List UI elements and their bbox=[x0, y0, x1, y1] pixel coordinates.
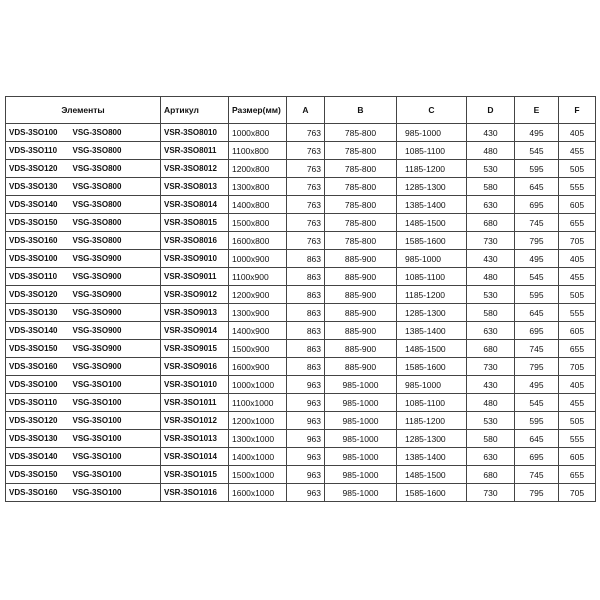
cell-d: 430 bbox=[467, 124, 515, 142]
table-row bbox=[6, 304, 596, 322]
cell-a: 863 bbox=[287, 250, 325, 268]
cell-size: 1300x1000 bbox=[229, 430, 287, 448]
cell-d: 430 bbox=[467, 376, 515, 394]
cell-c: 1085-1100 bbox=[397, 268, 467, 286]
table-row bbox=[6, 160, 596, 178]
cell-c: 1485-1500 bbox=[397, 214, 467, 232]
cell-d: 730 bbox=[467, 484, 515, 502]
cell-b: 785-800 bbox=[325, 178, 397, 196]
cell-article: VSR-3SO8012 bbox=[161, 160, 229, 178]
table-row bbox=[6, 394, 596, 412]
cell-element-door: VDS-3SO160 bbox=[6, 232, 70, 250]
header-article: Артикул bbox=[161, 97, 229, 124]
cell-article: VSR-3SO8010 bbox=[161, 124, 229, 142]
cell-f: 605 bbox=[559, 322, 596, 340]
cell-element-glass: VSG-3SO900 bbox=[70, 286, 161, 304]
cell-element-glass: VSG-3SO900 bbox=[70, 268, 161, 286]
cell-e: 595 bbox=[515, 412, 559, 430]
cell-element-glass: VSG-3SO900 bbox=[70, 322, 161, 340]
cell-size: 1100x800 bbox=[229, 142, 287, 160]
table-row bbox=[6, 250, 596, 268]
cell-element-door: VDS-3SO140 bbox=[6, 322, 70, 340]
cell-element-glass: VSG-3SO900 bbox=[70, 250, 161, 268]
table-row bbox=[6, 124, 596, 142]
cell-b: 785-800 bbox=[325, 160, 397, 178]
cell-article: VSR-3SO9011 bbox=[161, 268, 229, 286]
cell-f: 455 bbox=[559, 268, 596, 286]
header-d: D bbox=[467, 97, 515, 124]
cell-article: VSR-3SO1010 bbox=[161, 376, 229, 394]
cell-a: 963 bbox=[287, 376, 325, 394]
cell-element-glass: VSG-3SO900 bbox=[70, 304, 161, 322]
cell-e: 745 bbox=[515, 214, 559, 232]
cell-a: 963 bbox=[287, 412, 325, 430]
cell-element-glass: VSG-3SO900 bbox=[70, 340, 161, 358]
cell-f: 455 bbox=[559, 142, 596, 160]
cell-element-glass: VSG-3SO800 bbox=[70, 232, 161, 250]
cell-element-glass: VSG-3SO800 bbox=[70, 142, 161, 160]
cell-f: 655 bbox=[559, 340, 596, 358]
cell-d: 630 bbox=[467, 196, 515, 214]
cell-size: 1300x800 bbox=[229, 178, 287, 196]
cell-d: 530 bbox=[467, 412, 515, 430]
cell-size: 1500x1000 bbox=[229, 466, 287, 484]
cell-c: 1185-1200 bbox=[397, 412, 467, 430]
cell-e: 545 bbox=[515, 142, 559, 160]
cell-element-door: VDS-3SO160 bbox=[6, 358, 70, 376]
cell-article: VSR-3SO1011 bbox=[161, 394, 229, 412]
cell-e: 795 bbox=[515, 358, 559, 376]
cell-a: 963 bbox=[287, 448, 325, 466]
cell-size: 1600x900 bbox=[229, 358, 287, 376]
cell-c: 1585-1600 bbox=[397, 484, 467, 502]
cell-d: 480 bbox=[467, 394, 515, 412]
cell-f: 655 bbox=[559, 214, 596, 232]
table-row bbox=[6, 142, 596, 160]
cell-element-door: VDS-3SO150 bbox=[6, 466, 70, 484]
cell-element-door: VDS-3SO130 bbox=[6, 178, 70, 196]
cell-article: VSR-3SO8015 bbox=[161, 214, 229, 232]
cell-e: 545 bbox=[515, 394, 559, 412]
cell-b: 885-900 bbox=[325, 304, 397, 322]
cell-element-glass: VSG-3SO800 bbox=[70, 196, 161, 214]
table-row bbox=[6, 322, 596, 340]
cell-c: 1185-1200 bbox=[397, 160, 467, 178]
cell-element-glass: VSG-3SO900 bbox=[70, 358, 161, 376]
cell-c: 1285-1300 bbox=[397, 178, 467, 196]
cell-size: 1200x800 bbox=[229, 160, 287, 178]
cell-article: VSR-3SO1013 bbox=[161, 430, 229, 448]
cell-element-door: VDS-3SO110 bbox=[6, 394, 70, 412]
dimensions-table bbox=[5, 96, 596, 502]
cell-e: 645 bbox=[515, 430, 559, 448]
cell-element-door: VDS-3SO150 bbox=[6, 214, 70, 232]
cell-a: 863 bbox=[287, 304, 325, 322]
cell-size: 1000x800 bbox=[229, 124, 287, 142]
cell-element-glass: VSG-3SO100 bbox=[70, 376, 161, 394]
cell-element-door: VDS-3SO100 bbox=[6, 250, 70, 268]
cell-size: 1000x1000 bbox=[229, 376, 287, 394]
table-row bbox=[6, 412, 596, 430]
cell-f: 455 bbox=[559, 394, 596, 412]
cell-size: 1100x900 bbox=[229, 268, 287, 286]
cell-size: 1400x900 bbox=[229, 322, 287, 340]
cell-element-door: VDS-3SO110 bbox=[6, 142, 70, 160]
table-row bbox=[6, 484, 596, 502]
cell-element-glass: VSG-3SO800 bbox=[70, 124, 161, 142]
cell-b: 885-900 bbox=[325, 358, 397, 376]
cell-size: 1500x800 bbox=[229, 214, 287, 232]
cell-c: 1085-1100 bbox=[397, 142, 467, 160]
cell-d: 580 bbox=[467, 178, 515, 196]
cell-d: 530 bbox=[467, 160, 515, 178]
cell-b: 785-800 bbox=[325, 196, 397, 214]
cell-article: VSR-3SO1016 bbox=[161, 484, 229, 502]
header-a: A bbox=[287, 97, 325, 124]
cell-element-door: VDS-3SO110 bbox=[6, 268, 70, 286]
cell-c: 1285-1300 bbox=[397, 430, 467, 448]
cell-a: 763 bbox=[287, 214, 325, 232]
table-row bbox=[6, 286, 596, 304]
header-e: E bbox=[515, 97, 559, 124]
cell-element-glass: VSG-3SO100 bbox=[70, 430, 161, 448]
table-row bbox=[6, 268, 596, 286]
cell-e: 795 bbox=[515, 232, 559, 250]
cell-c: 1385-1400 bbox=[397, 448, 467, 466]
cell-a: 763 bbox=[287, 142, 325, 160]
cell-size: 1300x900 bbox=[229, 304, 287, 322]
cell-e: 495 bbox=[515, 376, 559, 394]
cell-a: 763 bbox=[287, 196, 325, 214]
cell-a: 963 bbox=[287, 466, 325, 484]
cell-b: 785-800 bbox=[325, 124, 397, 142]
cell-c: 1185-1200 bbox=[397, 286, 467, 304]
cell-d: 480 bbox=[467, 142, 515, 160]
cell-f: 555 bbox=[559, 304, 596, 322]
cell-d: 680 bbox=[467, 340, 515, 358]
cell-element-glass: VSG-3SO800 bbox=[70, 178, 161, 196]
cell-b: 785-800 bbox=[325, 142, 397, 160]
cell-e: 595 bbox=[515, 160, 559, 178]
table-row bbox=[6, 214, 596, 232]
cell-a: 863 bbox=[287, 340, 325, 358]
cell-size: 1200x1000 bbox=[229, 412, 287, 430]
cell-article: VSR-3SO9014 bbox=[161, 322, 229, 340]
cell-b: 885-900 bbox=[325, 340, 397, 358]
cell-element-glass: VSG-3SO100 bbox=[70, 412, 161, 430]
cell-b: 785-800 bbox=[325, 232, 397, 250]
cell-b: 885-900 bbox=[325, 286, 397, 304]
cell-element-door: VDS-3SO140 bbox=[6, 448, 70, 466]
cell-d: 580 bbox=[467, 304, 515, 322]
cell-b: 985-1000 bbox=[325, 466, 397, 484]
cell-b: 985-1000 bbox=[325, 412, 397, 430]
table-row bbox=[6, 448, 596, 466]
cell-article: VSR-3SO8013 bbox=[161, 178, 229, 196]
table-row bbox=[6, 430, 596, 448]
cell-a: 763 bbox=[287, 160, 325, 178]
cell-e: 495 bbox=[515, 250, 559, 268]
cell-e: 545 bbox=[515, 268, 559, 286]
header-elements: Элементы bbox=[6, 97, 161, 124]
cell-d: 730 bbox=[467, 232, 515, 250]
cell-article: VSR-3SO1015 bbox=[161, 466, 229, 484]
cell-e: 695 bbox=[515, 448, 559, 466]
table-row bbox=[6, 376, 596, 394]
cell-size: 1200x900 bbox=[229, 286, 287, 304]
cell-a: 863 bbox=[287, 268, 325, 286]
cell-b: 985-1000 bbox=[325, 394, 397, 412]
cell-f: 605 bbox=[559, 448, 596, 466]
cell-d: 630 bbox=[467, 448, 515, 466]
header-size: Размер(мм) bbox=[229, 97, 287, 124]
cell-size: 1600x800 bbox=[229, 232, 287, 250]
cell-a: 763 bbox=[287, 124, 325, 142]
cell-element-glass: VSG-3SO100 bbox=[70, 466, 161, 484]
table-body bbox=[6, 124, 596, 502]
cell-b: 985-1000 bbox=[325, 430, 397, 448]
cell-a: 863 bbox=[287, 322, 325, 340]
cell-e: 695 bbox=[515, 322, 559, 340]
cell-c: 1485-1500 bbox=[397, 466, 467, 484]
cell-f: 705 bbox=[559, 232, 596, 250]
cell-element-glass: VSG-3SO100 bbox=[70, 394, 161, 412]
cell-b: 885-900 bbox=[325, 322, 397, 340]
cell-element-door: VDS-3SO150 bbox=[6, 340, 70, 358]
cell-article: VSR-3SO8014 bbox=[161, 196, 229, 214]
cell-e: 645 bbox=[515, 178, 559, 196]
cell-size: 1600x1000 bbox=[229, 484, 287, 502]
cell-d: 680 bbox=[467, 214, 515, 232]
header-row bbox=[6, 97, 596, 124]
cell-a: 963 bbox=[287, 394, 325, 412]
cell-c: 1585-1600 bbox=[397, 358, 467, 376]
cell-element-glass: VSG-3SO800 bbox=[70, 160, 161, 178]
cell-a: 863 bbox=[287, 358, 325, 376]
cell-f: 405 bbox=[559, 250, 596, 268]
cell-d: 730 bbox=[467, 358, 515, 376]
cell-c: 1385-1400 bbox=[397, 196, 467, 214]
cell-element-door: VDS-3SO140 bbox=[6, 196, 70, 214]
cell-b: 885-900 bbox=[325, 250, 397, 268]
cell-size: 1400x800 bbox=[229, 196, 287, 214]
table-row bbox=[6, 196, 596, 214]
cell-b: 985-1000 bbox=[325, 448, 397, 466]
cell-element-glass: VSG-3SO100 bbox=[70, 448, 161, 466]
cell-element-door: VDS-3SO120 bbox=[6, 160, 70, 178]
cell-f: 405 bbox=[559, 376, 596, 394]
cell-a: 863 bbox=[287, 286, 325, 304]
cell-f: 655 bbox=[559, 466, 596, 484]
cell-c: 1085-1100 bbox=[397, 394, 467, 412]
cell-e: 645 bbox=[515, 304, 559, 322]
cell-c: 1285-1300 bbox=[397, 304, 467, 322]
cell-element-door: VDS-3SO100 bbox=[6, 376, 70, 394]
dimensions-sheet bbox=[5, 96, 595, 502]
cell-f: 555 bbox=[559, 430, 596, 448]
cell-b: 885-900 bbox=[325, 268, 397, 286]
cell-f: 555 bbox=[559, 178, 596, 196]
table-row bbox=[6, 178, 596, 196]
cell-d: 480 bbox=[467, 268, 515, 286]
cell-b: 985-1000 bbox=[325, 376, 397, 394]
cell-article: VSR-3SO8016 bbox=[161, 232, 229, 250]
cell-element-door: VDS-3SO120 bbox=[6, 286, 70, 304]
header-f: F bbox=[559, 97, 596, 124]
cell-size: 1500x900 bbox=[229, 340, 287, 358]
table-row bbox=[6, 466, 596, 484]
cell-b: 785-800 bbox=[325, 214, 397, 232]
cell-c: 1485-1500 bbox=[397, 340, 467, 358]
cell-element-door: VDS-3SO130 bbox=[6, 430, 70, 448]
cell-element-door: VDS-3SO130 bbox=[6, 304, 70, 322]
cell-f: 505 bbox=[559, 160, 596, 178]
cell-element-door: VDS-3SO100 bbox=[6, 124, 70, 142]
cell-b: 985-1000 bbox=[325, 484, 397, 502]
cell-c: 1385-1400 bbox=[397, 322, 467, 340]
cell-article: VSR-3SO1012 bbox=[161, 412, 229, 430]
cell-size: 1000x900 bbox=[229, 250, 287, 268]
cell-a: 963 bbox=[287, 484, 325, 502]
cell-e: 595 bbox=[515, 286, 559, 304]
cell-f: 505 bbox=[559, 286, 596, 304]
cell-f: 705 bbox=[559, 358, 596, 376]
cell-d: 680 bbox=[467, 466, 515, 484]
cell-e: 745 bbox=[515, 466, 559, 484]
cell-article: VSR-3SO8011 bbox=[161, 142, 229, 160]
cell-d: 580 bbox=[467, 430, 515, 448]
cell-c: 1585-1600 bbox=[397, 232, 467, 250]
cell-a: 763 bbox=[287, 232, 325, 250]
cell-e: 495 bbox=[515, 124, 559, 142]
cell-e: 745 bbox=[515, 340, 559, 358]
cell-d: 630 bbox=[467, 322, 515, 340]
header-b: B bbox=[325, 97, 397, 124]
cell-article: VSR-3SO9012 bbox=[161, 286, 229, 304]
cell-element-glass: VSG-3SO800 bbox=[70, 214, 161, 232]
cell-size: 1400x1000 bbox=[229, 448, 287, 466]
cell-d: 430 bbox=[467, 250, 515, 268]
cell-e: 695 bbox=[515, 196, 559, 214]
cell-f: 605 bbox=[559, 196, 596, 214]
table-row bbox=[6, 232, 596, 250]
cell-element-glass: VSG-3SO100 bbox=[70, 484, 161, 502]
table-row bbox=[6, 358, 596, 376]
cell-c: 985-1000 bbox=[397, 124, 467, 142]
cell-element-door: VDS-3SO120 bbox=[6, 412, 70, 430]
cell-d: 530 bbox=[467, 286, 515, 304]
cell-f: 505 bbox=[559, 412, 596, 430]
cell-article: VSR-3SO9013 bbox=[161, 304, 229, 322]
cell-f: 405 bbox=[559, 124, 596, 142]
cell-a: 763 bbox=[287, 178, 325, 196]
header-c: C bbox=[397, 97, 467, 124]
cell-e: 795 bbox=[515, 484, 559, 502]
cell-element-door: VDS-3SO160 bbox=[6, 484, 70, 502]
cell-article: VSR-3SO9010 bbox=[161, 250, 229, 268]
cell-article: VSR-3SO9015 bbox=[161, 340, 229, 358]
cell-article: VSR-3SO9016 bbox=[161, 358, 229, 376]
cell-c: 985-1000 bbox=[397, 250, 467, 268]
table-row bbox=[6, 340, 596, 358]
cell-c: 985-1000 bbox=[397, 376, 467, 394]
cell-article: VSR-3SO1014 bbox=[161, 448, 229, 466]
cell-f: 705 bbox=[559, 484, 596, 502]
cell-a: 963 bbox=[287, 430, 325, 448]
cell-size: 1100x1000 bbox=[229, 394, 287, 412]
